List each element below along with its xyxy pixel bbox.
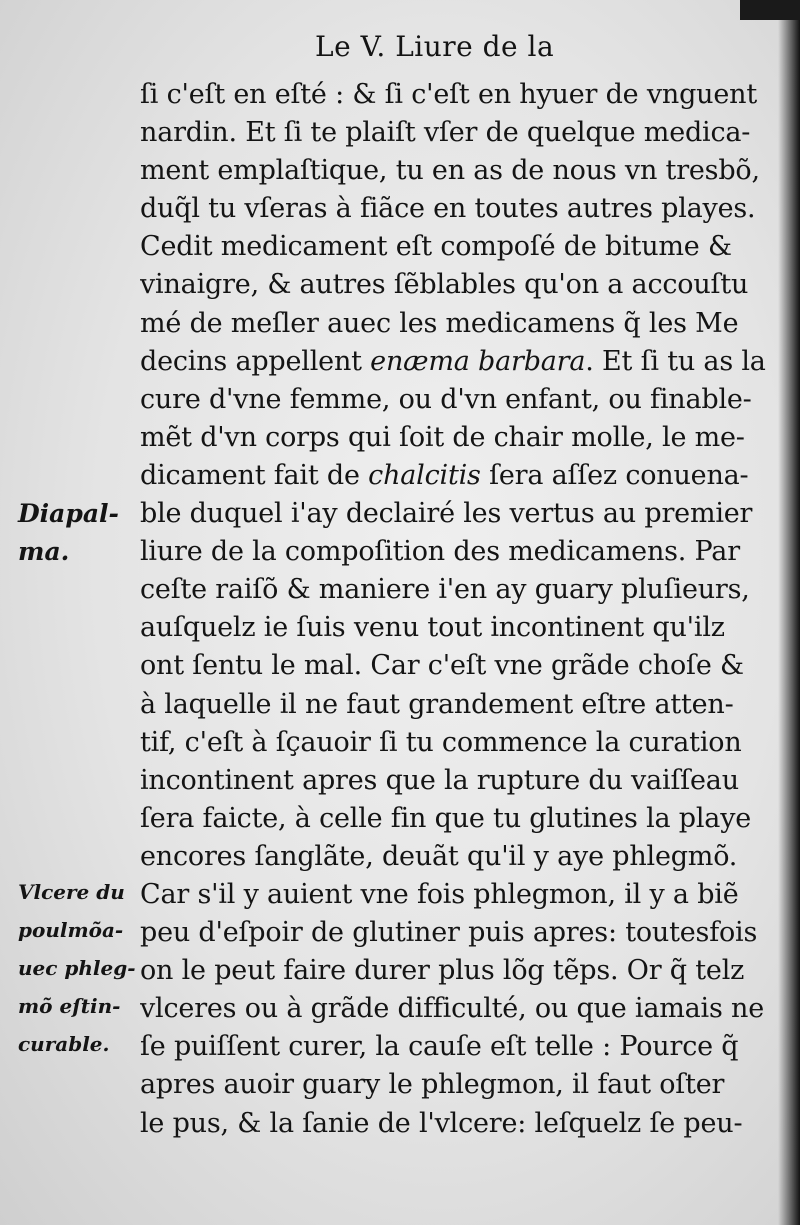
text-line: ble duquel i'ay declairé les vertus au premier [140, 498, 753, 530]
text-line [140, 343, 780, 381]
margin-note-vlcere [18, 873, 136, 1063]
text-line: à laquelle il ne faut grandement eſtre atten- [140, 688, 734, 720]
text-line: ment emplaſtique, tu en as de nous vn tresbõ, [140, 155, 760, 187]
text-line: peu d'eſpoir de glutiner puis apres: toutesfois [140, 917, 758, 949]
text-line: mẽt d'vn corps qui ſoit de chair molle, le me- [140, 421, 745, 453]
text-line: ſera faicte, à celle fin que tu glutines la playe [140, 802, 752, 834]
italic-term: enæma barbara [370, 345, 586, 377]
text-line: Cedit medicament eſt compoſé de bitume & [140, 231, 732, 263]
margin-note-line: uec phleg- [18, 956, 136, 981]
text-line: encores ſanglãte, deuãt qu'il y aye phlegmõ. [140, 840, 738, 872]
margin-note-diapalma [18, 495, 119, 571]
text-segment: . Et ſi tu as la [585, 345, 766, 377]
text-segment: decins appellent [140, 345, 371, 377]
margin-note-line: curable. [18, 1032, 110, 1057]
text-line: mé de meſler auec les medicamens q̃ les Me [140, 307, 739, 339]
text-line: incontinent apres que la rupture du vaiſſeau [140, 764, 739, 796]
text-line: ſe puiſſent curer, la cauſe eſt telle : Pource q̃ [140, 1031, 739, 1063]
text-segment: dicament fait de [140, 459, 369, 491]
text-line: nardin. Et ſi te plaiſt vſer de quelque medica- [140, 117, 751, 149]
text-line: Car s'il y auient vne fois phlegmon, il y a biẽ [140, 878, 739, 910]
text-line: tif, c'eſt à ſçauoir ſi tu commence la curation [140, 726, 742, 758]
body-text [140, 76, 780, 1143]
margin-note-line: ma. [18, 537, 70, 567]
margin-note-line: mõ eſtin- [18, 994, 121, 1019]
text-segment: ſera aſſez conuena- [480, 459, 749, 491]
text-line: ceſte raiſõ & maniere i'en ay guary pluſieurs, [140, 574, 750, 606]
page-corner-shadow [740, 0, 800, 20]
text-line: apres auoir guary le phlegmon, il faut oſter [140, 1069, 725, 1101]
running-head: Le V. Liure de la [315, 30, 555, 63]
text-line: auſquelz ie ſuis venu tout incontinent qu'ilz [140, 612, 725, 644]
text-line: on le peut faire durer plus lõg tẽps. Or q̃ telz [140, 955, 745, 987]
text-line: cure d'vne femme, ou d'vn enfant, ou finable- [140, 383, 752, 415]
italic-term: chalcitis [368, 459, 481, 491]
text-line [140, 457, 780, 495]
page-edge-shadow [778, 0, 800, 1225]
margin-note-line: Diapal- [18, 499, 119, 528]
text-line: duq̃l tu vſeras à fiãce en toutes autres playes. [140, 193, 756, 225]
text-line: ſi c'eſt en eſté : & ſi c'eſt en hyuer de vnguent [140, 79, 757, 110]
margin-note-line: poulmõa- [18, 918, 124, 943]
text-line: le pus, & la ſanie de l'vlcere: leſquelz ſe peu- [140, 1107, 743, 1139]
text-line: ont ſentu le mal. Car c'eſt vne grãde choſe & [140, 650, 744, 682]
text-line: liure de la compoſition des medicamens. Par [140, 536, 740, 568]
text-line: vinaigre, & autres ſẽblables qu'on a accouſtu [140, 269, 749, 301]
text-line: vlceres ou à grãde difficulté, ou que iamais ne [140, 993, 764, 1025]
margin-note-line: Vlcere du [18, 880, 125, 904]
